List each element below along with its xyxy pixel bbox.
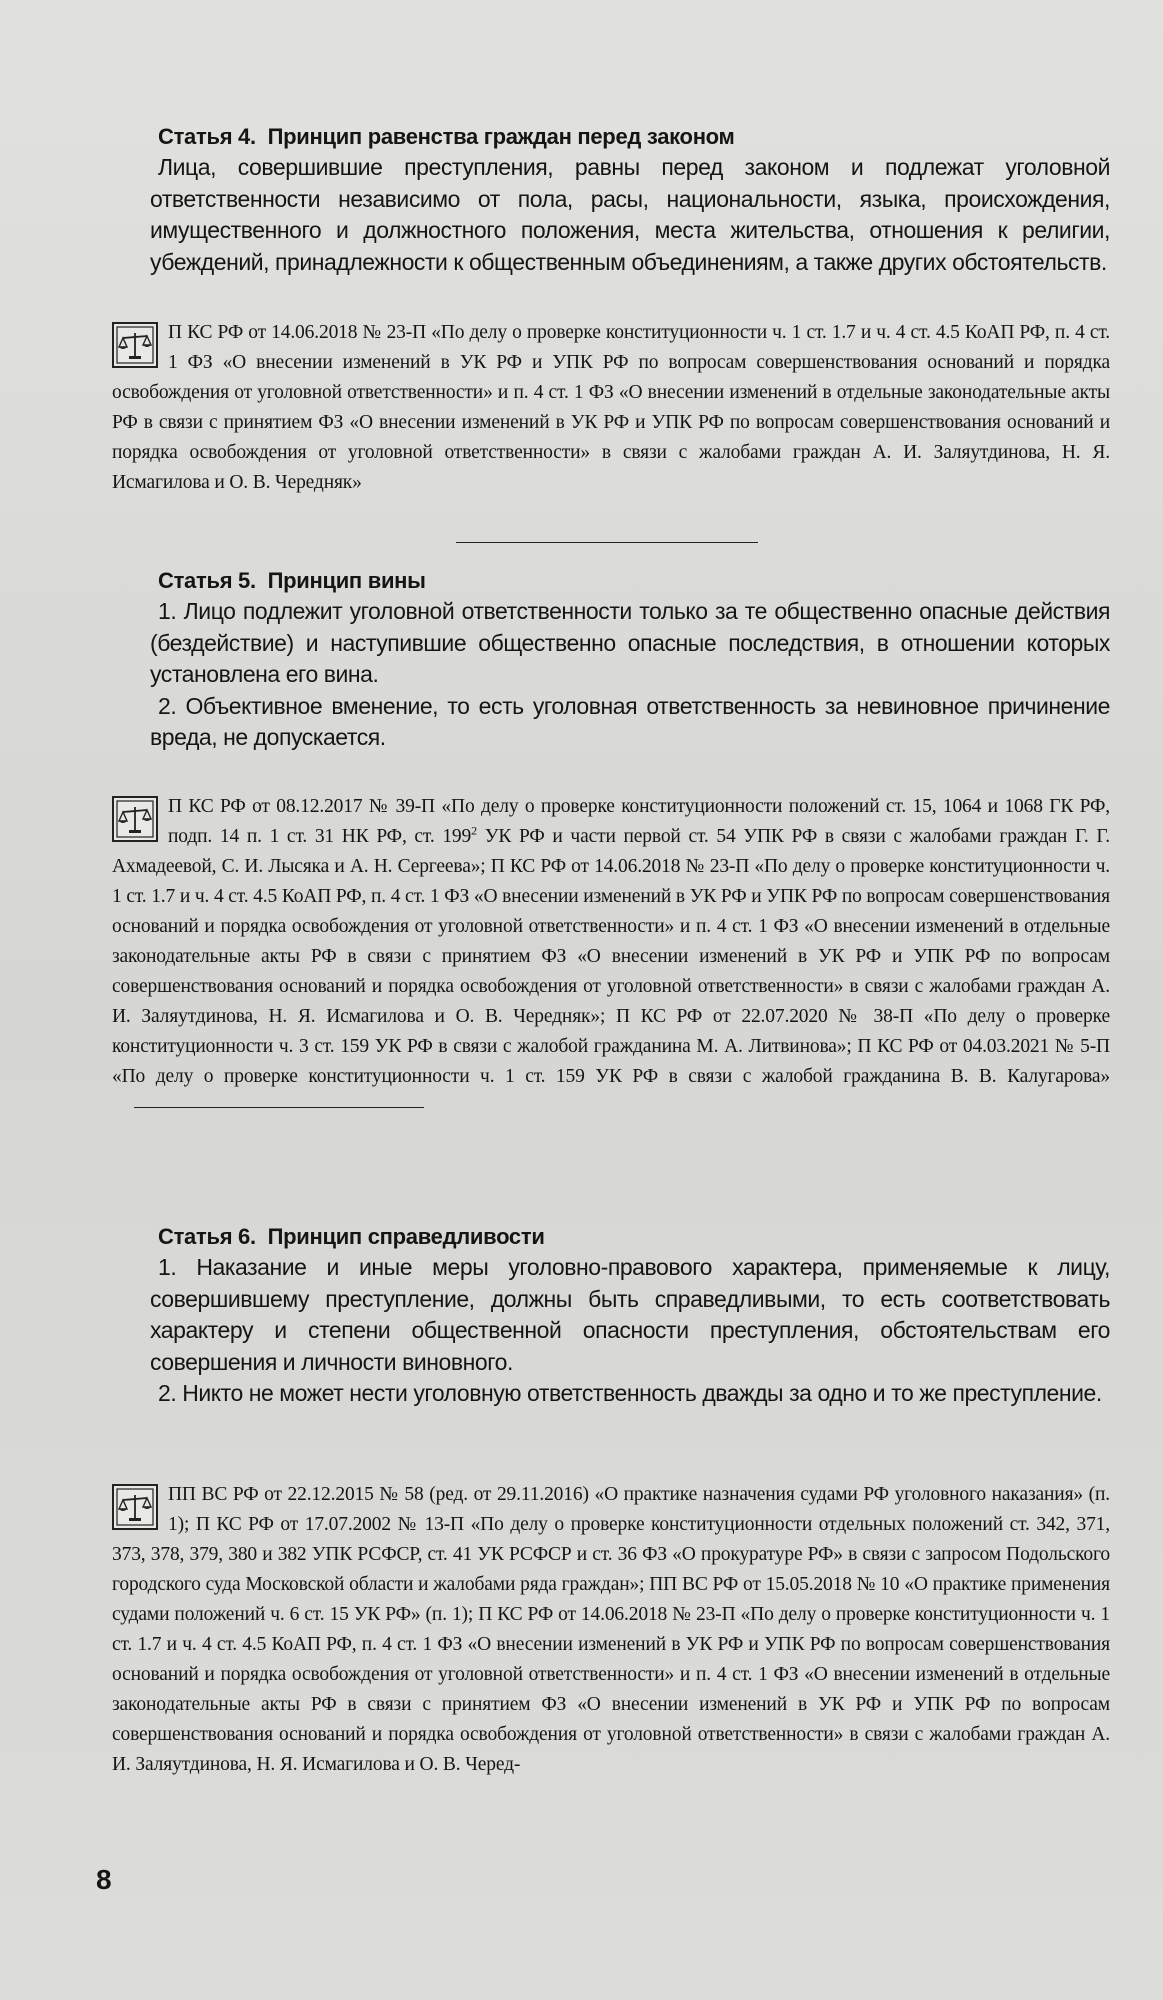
article-4 [150, 122, 1110, 278]
article-label: Статья [158, 568, 233, 593]
article-number: 5. [238, 568, 256, 593]
article-4-reference [112, 318, 1110, 498]
scales-of-justice-icon [112, 796, 158, 842]
scales-of-justice-icon [112, 1484, 158, 1530]
article-5-paragraph-1: 1. Лицо подлежит уголовной ответственности только за те общественно опасные действия (бездействие) и наступившие общественно опасные последствия, в отношении которых установлена его вина. [150, 598, 1110, 687]
article-6-reference [112, 1480, 1110, 1780]
article-6-heading [158, 1222, 1110, 1252]
section-divider [456, 542, 758, 543]
page-number: 8 [96, 1864, 112, 1895]
article-5-reference [112, 792, 1110, 1122]
article-title: Принцип вины [267, 568, 426, 593]
reference-text-continued: УК РФ и части первой ст. 54 УПК РФ в связи с жалобами граждан Г. Г. Ахмадеевой, С. И. Лысяка и А. Н. Сергеева»; П КС РФ от 14.06.2018 № 23-П «По делу о проверке конституционности ч. 1 ст. 1.7 и ч. 4 ст. 4.5 КоАП РФ, п. 4 ст. 1 ФЗ «О внесении изменений в УК РФ и УПК РФ по вопросам совершенствования оснований и порядка освобождения от уголовной ответственности» и п. 4 ст. 1 ФЗ «О внесении изменений в отдельные законодательные акты РФ в связи с принятием ФЗ «О внесении изменений в УК РФ и УПК РФ по вопросам совершенствования оснований и порядка освобождения от уголовной ответственности» в связи с жалобами граждан А. И. Заляутдинова, Н. Я. Исмагилова и О. В. Чередняк»; П КС РФ от 22.07.2020 № 38-П «По делу о проверке конституционности ч. 3 ст. 159 УК РФ в связи с жалобой гражданина М. А. Литвинова»; П КС РФ от 04.03.2021 № 5-П «По делу о проверке конституционности ч. 1 ст. 159 УК РФ в связи с жалобой гражданина В. В. Калугарова» [112, 826, 1110, 1087]
article-5 [150, 566, 1110, 754]
article-4-heading [158, 122, 1110, 152]
article-6 [150, 1222, 1110, 1410]
article-5-heading [158, 566, 1110, 596]
section-divider [134, 1107, 424, 1108]
article-5-paragraph-2: 2. Объективное вменение, то есть уголовная ответственность за невиновное причинение вреда, не допускается. [150, 692, 1110, 750]
article-4-paragraph-1: Лица, совершившие преступления, равны перед законом и подлежат уголовной ответственности независимо от пола, расы, национальности, языка, происхождения, имущественного и должностного положения, места жительства, отношения к религии, убеждений, принадлежности к общественным объединениям, а также других обстоятельств. [150, 154, 1110, 275]
article-title: Принцип равенства граждан перед законом [267, 124, 735, 149]
scales-of-justice-icon [112, 322, 158, 368]
reference-text: ПП ВС РФ от 22.12.2015 № 58 (ред. от 29.11.2016) «О практике назначения судами РФ уголовного наказания» (п. 1); П КС РФ от 17.07.2002 № 13-П «По делу о проверке конституционности отдельных положений ст. 342, 371, 373, 378, 379, 380 и 382 УПК РСФСР, ст. 41 УК РСФСР и ст. 36 ФЗ «О прокуратуре РФ» в связи с запросом Подольского городского суда Московской области и жалобами ряда граждан»; ПП ВС РФ от 15.05.2018 № 10 «О практике применения судами положений ч. 6 ст. 15 УК РФ» (п. 1); П КС РФ от 14.06.2018 № 23-П «По делу о проверке конституционности ч. 1 ст. 1.7 и ч. 4 ст. 4.5 КоАП РФ, п. 4 ст. 1 ФЗ «О внесении изменений в УК РФ и УПК РФ по вопросам совершенствования оснований и порядка освобождения от уголовной ответственности» и п. 4 ст. 1 ФЗ «О внесении изменений в отдельные законодательные акты РФ в связи с принятием ФЗ «О внесении изменений в УК РФ и УПК РФ по вопросам совершенствования оснований и порядка освобождения от уголовной ответственности» в связи с жалобами граждан А. И. Заляутдинова, Н. Я. Исмагилова и О. В. Черед- [112, 1484, 1110, 1775]
reference-text: П КС РФ от 14.06.2018 № 23-П «По делу о проверке конституционности ч. 1 ст. 1.7 и ч. 4 ст. 4.5 КоАП РФ, п. 4 ст. 1 ФЗ «О внесении изменений в УК РФ и УПК РФ по вопросам совершенствования оснований и порядка освобождения от уголовной ответственности» и п. 4 ст. 1 ФЗ «О внесении изменений в отдельные законодательные акты РФ в связи с принятием ФЗ «О внесении изменений в УК РФ и УПК РФ по вопросам совершенствования оснований и порядка освобождения от уголовной ответственности» в связи с жалобами граждан А. И. Заляутдинова, Н. Я. Исмагилова и О. В. Чередняк» [112, 322, 1110, 493]
superscript: 2 [471, 823, 477, 838]
article-label: Статья [158, 1224, 233, 1249]
article-number: 6. [238, 1224, 256, 1249]
article-label: Статья [158, 124, 233, 149]
article-6-paragraph-2: 2. Никто не может нести уголовную ответственность дважды за одно и то же преступление. [158, 1380, 1102, 1406]
article-number: 4. [238, 124, 256, 149]
article-title: Принцип справедливости [267, 1224, 545, 1249]
article-6-paragraph-1: 1. Наказание и иные меры уголовно-правового характера, применяемые к лицу, совершившему преступление, должны быть справедливыми, то есть соответствовать характеру и степени общественной опасности преступления, обстоятельствам его совершения и личности виновного. [150, 1254, 1110, 1375]
reference-text: П КС РФ от 08.12.2017 № 39-П «По делу о проверке конституционности положений ст. 15, 1064 и 1068 ГК РФ, подп. 14 п. 1 ст. 31 НК РФ, ст. 199 [168, 796, 1110, 847]
